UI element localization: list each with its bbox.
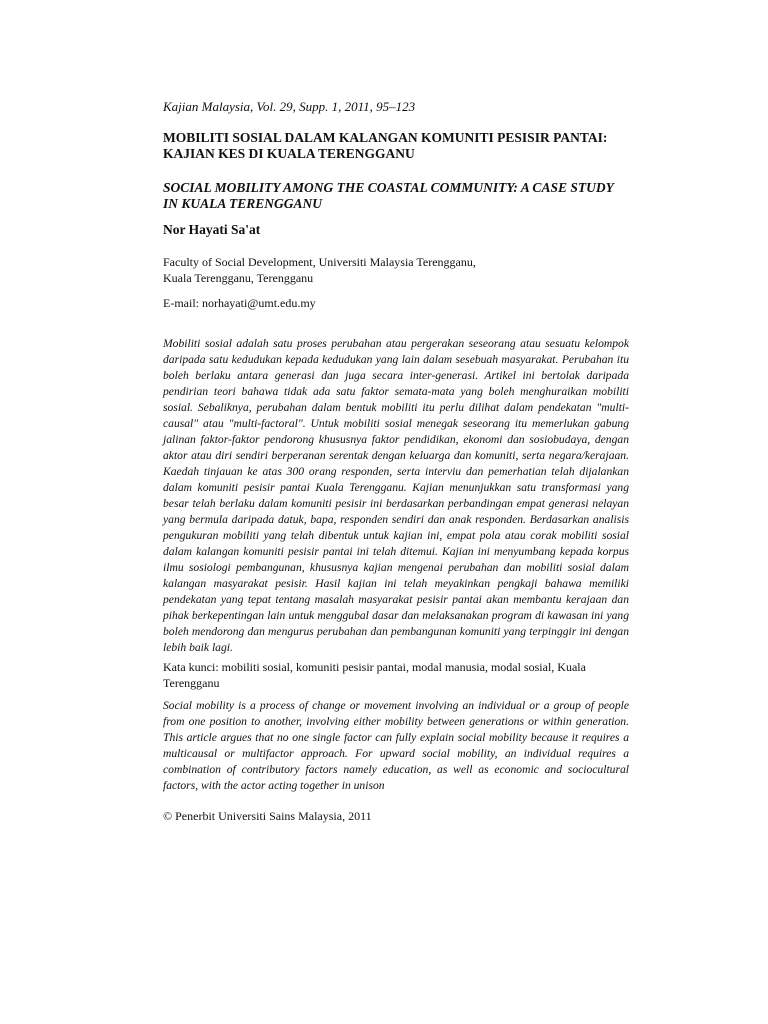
affiliation-line-1: Faculty of Social Development, Universiti Malaysia Terengganu, (163, 255, 476, 269)
abstract-malay: Mobiliti sosial adalah satu proses perubahan atau pergerakan seseorang atau sesuatu kelompok daripada satu kedudukan kepada kedudukan yang lain dalam sesebuah masyarakat. Perubahan itu boleh berlaku antara generasi dan juga secara inter-generasi. Artikel ini bertolak daripada pendirian teori bahawa tidak ada satu faktor semata-mata yang boleh menghuraikan mobiliti sosial. Sebaliknya, perubahan dalam bentuk mobiliti itu perlu dilihat dalam pendekatan "multi-causal" atau "multi-factoral". Untuk mobiliti sosial menegak seseorang itu memerlukan gabung jalinan faktor-faktor pendorong khususnya faktor pendidikan, ekonomi dan sosiobudaya, dengan aktor atau diri sendiri berperanan serentak dengan keluarga dan komuniti, serta negara/kerajaan. Kaedah tinjauan ke atas 300 orang responden, serta interviu dan pemerhatian telah dijalankan dalam komuniti pesisir pantai Kuala Terengganu. Kajian menunjukkan satu transformasi yang besar telah berlaku dalam komuniti pesisir ini berdasarkan perbandingan empat generasi nelayan yang bermula daripada datuk, bapa, responden sendiri dan anak responden. Berdasarkan analisis pengukuran mobiliti yang telah dibentuk untuk kajian ini, empat pola atau corak mobiliti sosial dalam kalangan komuniti pesisir pantai ini telah ditemui. Kajian ini menyumbang kepada korpus ilmu sosiologi pembangunan, khususnya kajian mengenai perubahan dan mobiliti sosial dalam kalangan masyarakat pesisir. Hasil kajian ini telah meyakinkan pengkaji bahawa memiliki pendekatan yang tepat tentang masalah masyarakat pesisir pantai akan membantu kerajaan dan pihak berkepentingan lain untuk menggubal dasar dan melaksanakan program di kawasan ini yang boleh mendorong dan mengurus perubahan dan pembangunan komuniti yang terpinggir ini dengan lebih baik lagi. (163, 337, 629, 654)
copyright-notice: © Penerbit Universiti Sains Malaysia, 2011 (163, 809, 372, 823)
author-name: Nor Hayati Sa'at (163, 222, 261, 237)
author-email: E-mail: norhayati@umt.edu.my (163, 296, 316, 310)
abstract-english: Social mobility is a process of change or movement involving an individual or a group of people from one position to another, involving either mobility between generations or within generation. This article argues that no one single factor can fully explain social mobility because it requires a multicausal or multifactor approach. For upward social mobility, an individual requires a combination of contributory factors namely education, as well as economic and sociocultural factors, with the actor acting together in unison (163, 699, 629, 792)
journal-citation: Kajian Malaysia, Vol. 29, Supp. 1, 2011, 95–123 (163, 99, 416, 114)
title-malay: MOBILITI SOSIAL DALAM KALANGAN KOMUNITI PESISIR PANTAI: KAJIAN KES DI KUALA TERENGGANU (163, 130, 608, 161)
keywords: Kata kunci: mobiliti sosial, komuniti pesisir pantai, modal manusia, modal sosial, Kuala Terengganu (163, 660, 586, 690)
author-affiliation (163, 254, 629, 286)
affiliation-line-2: Kuala Terengganu, Terengganu (163, 271, 314, 285)
title-english: SOCIAL MOBILITY AMONG THE COASTAL COMMUNITY: A CASE STUDY IN KUALA TERENGGANU (163, 180, 614, 211)
